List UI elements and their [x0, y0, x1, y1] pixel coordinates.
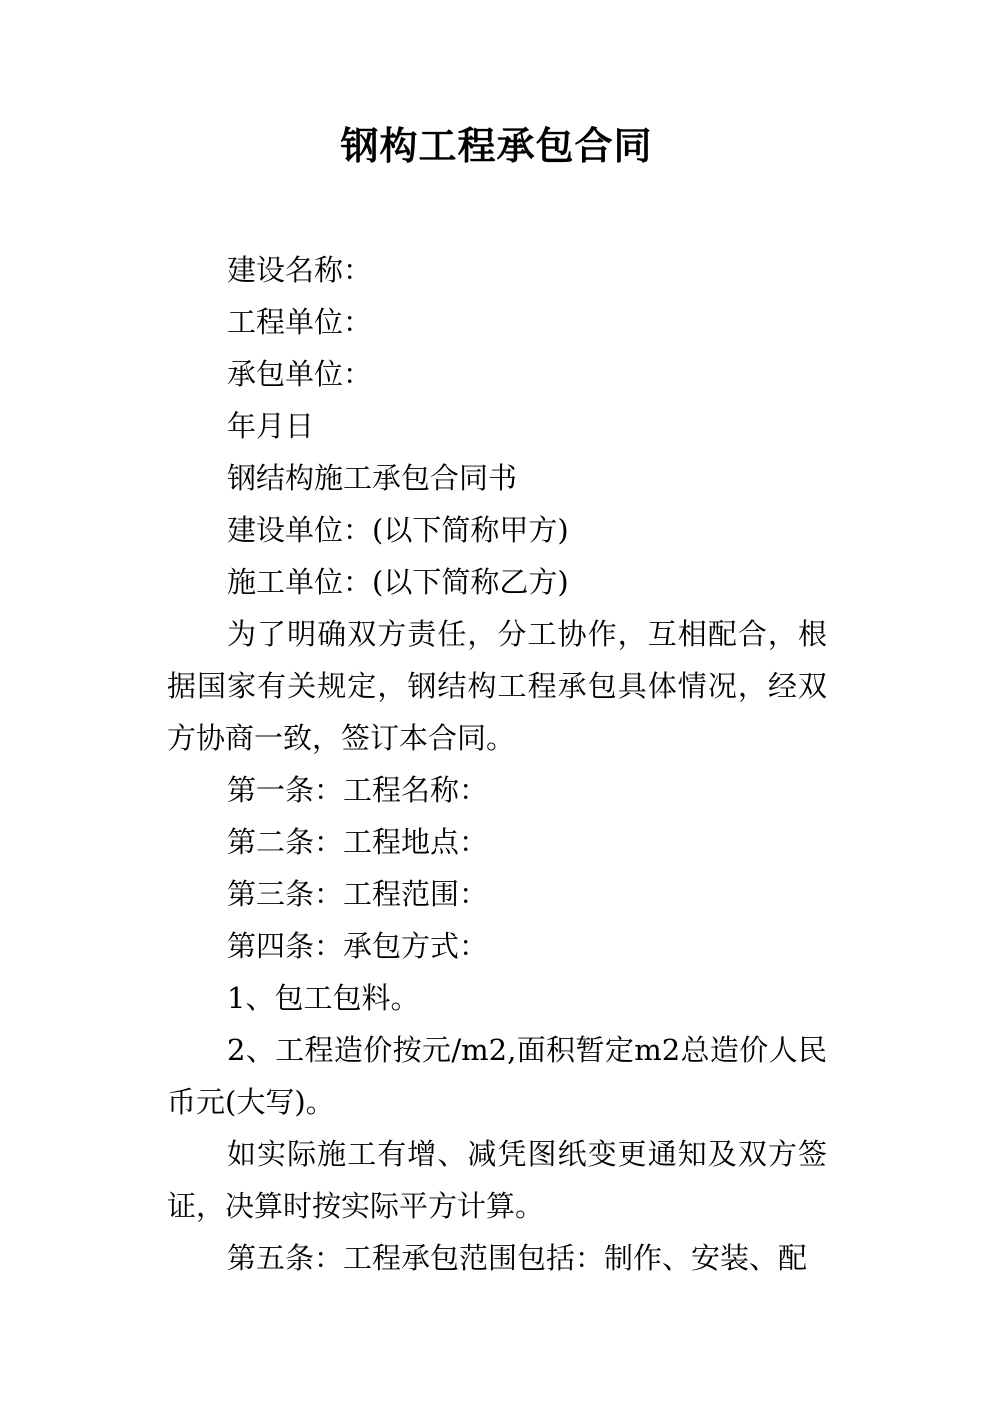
- paragraph-contract-heading: 钢结构施工承包合同书: [227, 461, 518, 495]
- paragraph-party-b: 施工单位：(以下简称乙方): [227, 565, 569, 599]
- paragraph-item-1: 1、包工包料。: [227, 981, 420, 1015]
- paragraph-contractor-unit: 承包单位：: [227, 357, 373, 391]
- paragraph-preamble: 为了明确双方责任，分工协作，互相配合，根据国家有关规定，钢结构工程承包具体情况，经双方协商一致，签订本合同。: [167, 617, 827, 755]
- paragraph-party-a: 建设单位：(以下简称甲方): [227, 513, 569, 547]
- document-body: [167, 244, 827, 1284]
- paragraph-article-5: 第五条：工程承包范围包括：制作、安装、配: [227, 1241, 808, 1275]
- paragraph-date: 年月日: [227, 409, 315, 443]
- paragraph-adjustment: 如实际施工有增、减凭图纸变更通知及双方签证，决算时按实际平方计算。: [167, 1137, 827, 1223]
- paragraph-article-1: 第一条：工程名称：: [227, 773, 489, 807]
- paragraph-project-name: 建设名称：: [227, 253, 373, 287]
- document-title: 钢构工程承包合同: [340, 124, 653, 168]
- paragraph-article-2: 第二条：工程地点：: [227, 825, 489, 859]
- paragraph-project-unit: 工程单位：: [227, 305, 373, 339]
- paragraph-article-4: 第四条：承包方式：: [227, 929, 489, 963]
- paragraph-article-3: 第三条：工程范围：: [227, 877, 489, 911]
- paragraph-item-2: 2、工程造价按元/m2,面积暂定m2总造价人民币元(大写)。: [167, 1033, 827, 1119]
